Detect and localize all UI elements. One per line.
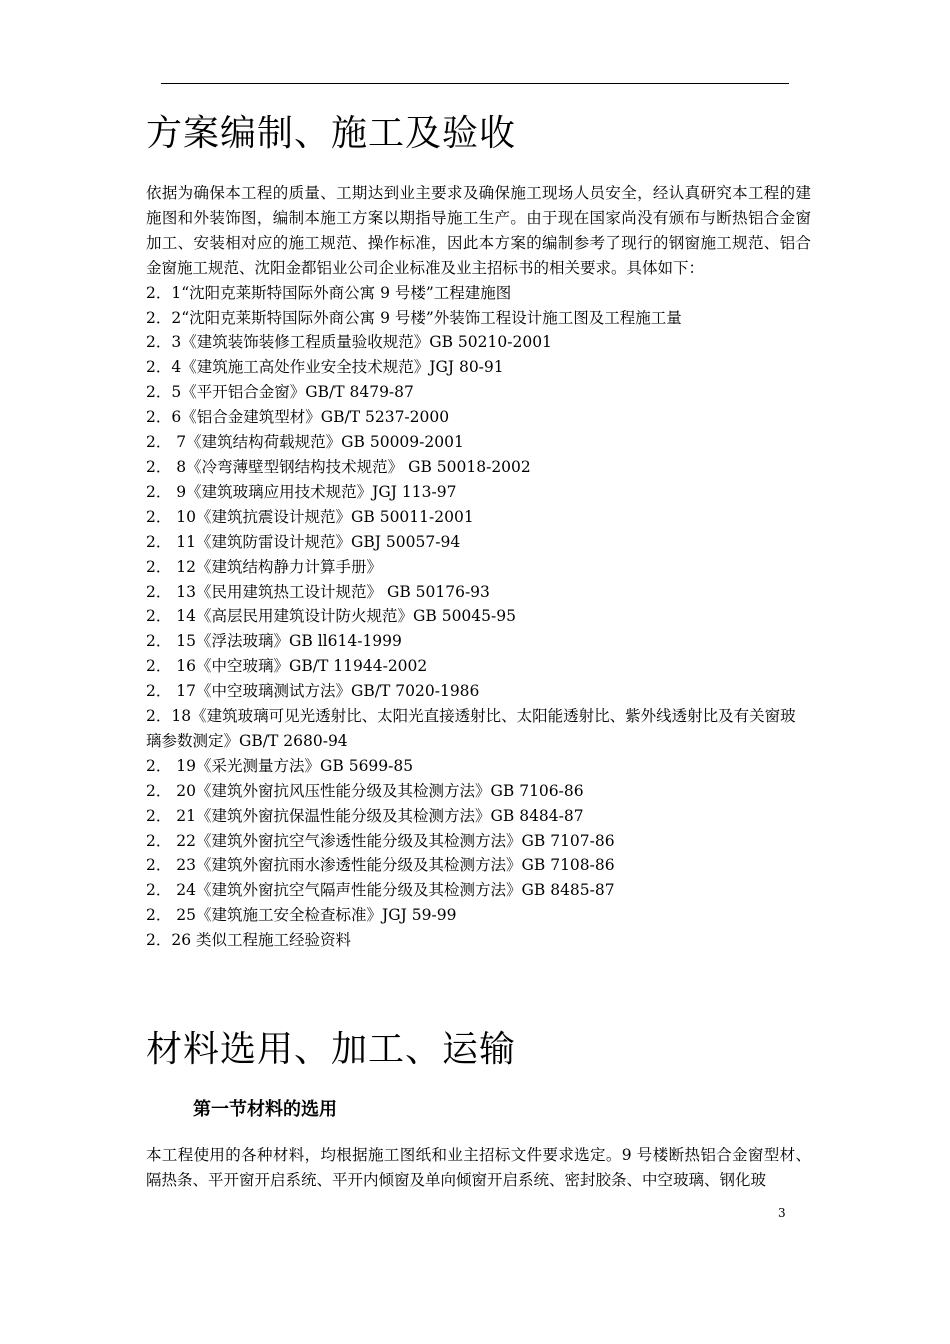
- reference-item: 2．18《建筑玻璃可见光透射比、太阳光直接透射比、太阳能透射比、紫外线透射比及有关窗玻璃参数测定》GB/T 2680-94: [146, 707, 796, 750]
- reference-item: 2．2“沈阳克莱斯特国际外商公寓 9 号楼”外装饰工程设计施工图及工程施工量: [146, 308, 682, 327]
- reference-item: 2．4《建筑施工高处作业安全技术规范》JGJ 80-91: [146, 358, 504, 377]
- reference-item: 2． 20《建筑外窗抗风压性能分级及其检测方法》GB 7106-86: [146, 781, 584, 800]
- section-body-materials: [146, 1143, 811, 1193]
- reference-item: 2． 7《建筑结构荷载规范》GB 50009-2001: [146, 433, 464, 452]
- reference-item: 2． 22《建筑外窗抗空气渗透性能分级及其检测方法》GB 7107-86: [146, 831, 615, 850]
- reference-list: [146, 281, 811, 953]
- reference-item: 2． 21《建筑外窗抗保温性能分级及其检测方法》GB 8484-87: [146, 806, 584, 825]
- reference-item: 2． 16《中空玻璃》GB/T 11944-2002: [146, 657, 428, 676]
- reference-item: 2．6《铝合金建筑型材》GB/T 5237-2000: [146, 408, 450, 427]
- subsection-title: 第一节材料的选用: [193, 1099, 337, 1120]
- reference-item: 2． 12《建筑结构静力计算手册》: [146, 557, 383, 576]
- reference-item: 2． 17《中空玻璃测试方法》GB/T 7020-1986: [146, 682, 480, 701]
- reference-item: 2． 14《高层民用建筑设计防火规范》GB 50045-95: [146, 607, 516, 626]
- reference-item: 2． 13《民用建筑热工设计规范》 GB 50176-93: [146, 582, 490, 601]
- reference-item: 2．3《建筑装饰装修工程质量验收规范》GB 50210-2001: [146, 333, 552, 352]
- reference-item: 2． 10《建筑抗震设计规范》GB 50011-2001: [146, 507, 474, 526]
- reference-item: 2． 24《建筑外窗抗空气隔声性能分级及其检测方法》GB 8485-87: [146, 881, 615, 900]
- page-number: 3: [778, 1206, 786, 1220]
- reference-item: 2．5《平开铝合金窗》GB/T 8479-87: [146, 383, 414, 402]
- intro-paragraph: 依据为确保本工程的质量、工期达到业主要求及确保施工现场人员安全，经认真研究本工程的建施图和外装饰图，编制本施工方案以期指导施工生产。由于现在国家尚没有颁布与断热铝合金窗加工、安装相对应的施工规范、操作标准，因此本方案的编制参考了现行的钢窗施工规范、铝合金窗施工规范、沈阳金都铝业公司企业标准及业主招标书的相关要求。具体如下：: [146, 184, 811, 277]
- reference-item: 2． 15《浮法玻璃》GB ll614-1999: [146, 632, 402, 651]
- reference-item: 2． 8《冷弯薄壁型钢结构技术规范》 GB 50018-2002: [146, 457, 531, 476]
- reference-item: 2．1“沈阳克莱斯特国际外商公寓 9 号楼”工程建施图: [146, 283, 512, 302]
- reference-item: 2．26 类似工程施工经验资料: [146, 931, 352, 950]
- section-title-scheme: 方案编制、施工及验收: [146, 113, 517, 154]
- reference-item: 2． 9《建筑玻璃应用技术规范》JGJ 113-97: [146, 482, 457, 501]
- reference-item: 2． 23《建筑外窗抗雨水渗透性能分级及其检测方法》GB 7108-86: [146, 856, 615, 875]
- materials-paragraph: 本工程使用的各种材料，均根据施工图纸和业主招标文件要求选定。9 号楼断热铝合金窗型材、隔热条、平开窗开启系统、平开内倾窗及单向倾窗开启系统、密封胶条、中空玻璃、钢化玻: [146, 1146, 811, 1189]
- reference-item: 2． 11《建筑防雷设计规范》GBJ 50057-94: [146, 532, 461, 551]
- header-rule: [161, 83, 789, 84]
- section-body-scheme: [146, 181, 811, 953]
- reference-item: 2． 19《采光测量方法》GB 5699-85: [146, 756, 414, 775]
- reference-item: 2． 25《建筑施工安全检查标准》JGJ 59-99: [146, 906, 457, 925]
- section-title-materials: 材料选用、加工、运输: [146, 1029, 517, 1070]
